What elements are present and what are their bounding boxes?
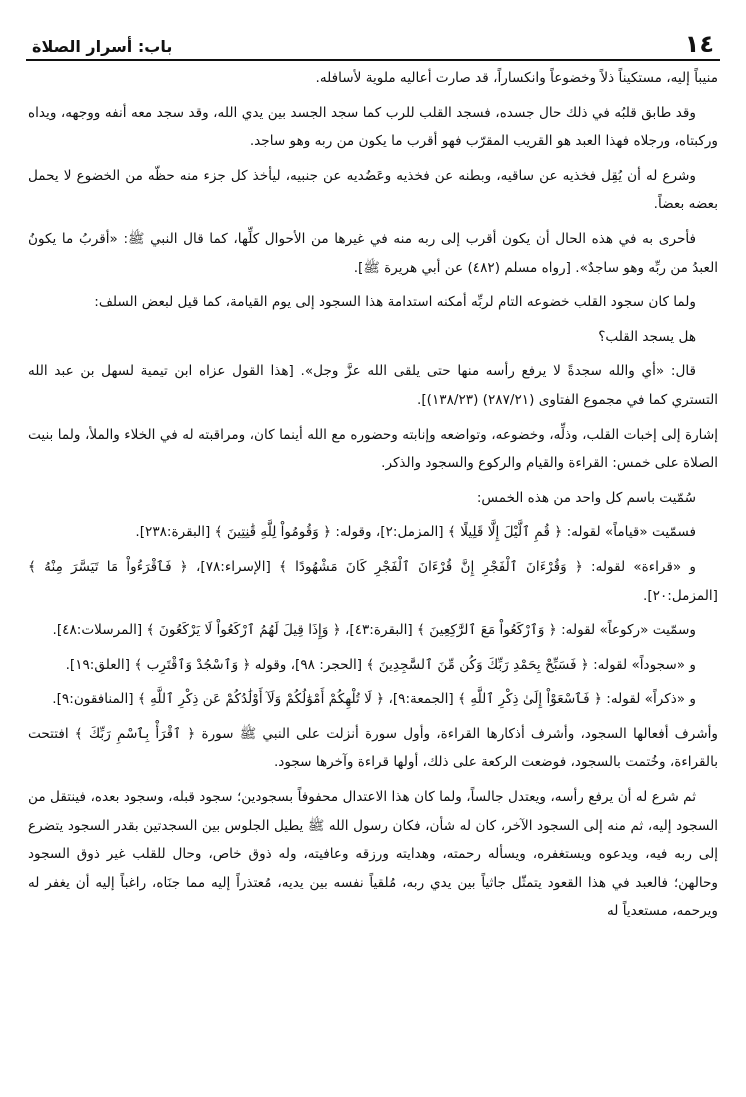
- paragraph: وسمّيت «ركوعاً» لقوله: ﴿ وَٱرْكَعُواْ مَعَ ٱلرَّٰكِعِينَ ﴾ [البقرة:٤٣]، ﴿ وَإِذَا قِيلَ لَهُمُ ٱرْكَعُواْ لَا يَرْكَعُونَ ﴾ [المرسلات:٤٨].: [52, 622, 696, 639]
- paragraph: فسمّيت «قياماً» لقوله: ﴿ قُمِ ٱلَّيْلَ إِلَّا قَلِيلًا ﴾ [المزمل:٢]، وقوله: ﴿ وَقُومُواْ لِلَّهِ قَٰنِتِينَ ﴾ [البقرة:٢٣٨].: [135, 524, 696, 541]
- paragraph: و «ذكراً» لقوله: ﴿ فَٱسْعَوْاْ إِلَىٰ ذِكْرِ ٱللَّهِ ﴾ [الجمعة:٩]، ﴿ لَا تُلْهِكُمْ أَمْوَٰلُكُمْ وَلَآ أَوْلَٰدُكُمْ عَن ذِكْرِ ٱللَّهِ ﴾ [المنافقون:٩].: [52, 691, 696, 708]
- paragraph: وشرع له أن يُقِل فخذيه عن ساقيه، وبطنه عن فخذيه وعَضُديه عن جنبيه، ليأخذ كل جزء منه حظّه من الخضوع لا يحمل بعضه بعضاً.: [28, 167, 718, 213]
- header-rule: [26, 59, 720, 61]
- paragraph: ثم شرع له أن يرفع رأسه، ويعتدل جالساً، ولما كان هذا الاعتدال محفوفاً بسجودين؛ سجود قبله، وسجود بعده، فينتقل من السجود إليه، ثم منه إلى السجود الآخر، كان له شأن، فكان رسول الله ﷺ يطيل الجلوس بين السجدتين بقدر السجود يتضرع إلى ربه فيه، ويدعوه ويستغفره، ويسأله رحمته، وهدايته ورزقه وعافيته، وله ذوق خاص، وحال للقلب غير ذوق السجود وحالهن؛ فالعبد في هذا القعود يتمثّل جاثياً بين يدي ربه، مُلقياً نفسه بين يديه، مُعتذراً إليه مما جنَاه، راغباً إليه أن يغفر له ويرحمه، مستعدياً له: [28, 789, 718, 920]
- paragraph: فأحرى به في هذه الحال أن يكون أقرب إلى ربه منه في غيرها من الأحوال كلِّها، كما قال النبي ﷺ: «أقربُ ما يكونُ العبدُ من ربِّه وهو ساجدٌ». [رواه مسلم (٤٨٢) عن أبي هريرة ﷺ].: [28, 230, 718, 276]
- paragraph: ولما كان سجود القلب خضوعه التام لربِّه أمكنه استدامة هذا السجود إلى يوم القيامة، كما قيل لبعض السلف:: [94, 294, 696, 311]
- paragraph: وأشرف أفعالها السجود، وأشرف أذكارها القراءة، وأول سورة أنزلت على النبي ﷺ سورة ﴿ ٱقْرَأْ بِٱسْمِ رَبِّكَ ﴾ افتتحت بالقراءة، وخُتمت بالسجود، فوضعت الركعة على ذلك، أولها قراءة وآخرها سجود.: [28, 725, 718, 771]
- page-number: ١٤: [684, 30, 714, 58]
- running-title: باب: أسرار الصلاة: [32, 37, 173, 56]
- paragraph: وقد طابق قلبُه في ذلك حال جسده، فسجد القلب للرب كما سجد الجسد بين يدي الله، وقد سجد معه أنفه ووجهه، ويداه وركبتاه، ورجلاه فهذا العبد هو القريب المقرّب فهو أقرب ما يكون من ربه وهو ساجد.: [28, 104, 718, 150]
- paragraph: هل يسجد القلب؟: [598, 328, 696, 345]
- paragraph: قال: «أي والله سجدةً لا يرفع رأسه منها حتى يلقى الله عزَّ وجل». [هذا القول عزاه ابن تيمية لسهل بن عبد الله التستري كما في مجموع الفتاوى (٢٨٧/٢١) (١٣٨/٢٣)].: [28, 363, 718, 408]
- paragraph: سُمّيت باسم كل واحد من هذه الخمس:: [476, 489, 696, 506]
- body-text: [28, 64, 718, 1091]
- paragraph: و «قراءة» لقوله: ﴿ وَقُرْءَانَ ٱلْفَجْرِ إِنَّ قُرْءَانَ ٱلْفَجْرِ كَانَ مَشْهُودًا ﴾ [الإسراء:٧٨]، ﴿ فَٱقْرَءُواْ مَا تَيَسَّرَ مِنْهُ ﴾ [المزمل:٢٠].: [28, 558, 718, 604]
- page-header: [26, 30, 720, 58]
- paragraph: و «سجوداً» لقوله: ﴿ فَسَبِّحْ بِحَمْدِ رَبِّكَ وَكُن مِّنَ ٱلسَّٰجِدِينَ ﴾ [الحجر: ٩٨]، وقوله ﴿ وَٱسْجُدْ وَٱقْتَرِب ﴾ [العلق:١٩].: [65, 656, 696, 673]
- paragraph: منيباً إليه، مستكيناً ذلاً وخضوعاً وانكساراً، قد صارت أعاليه ملوية لأسافله.: [315, 70, 718, 86]
- paragraph: إشارة إلى إخبات القلب، وذلِّه، وخضوعه، وتواضعه وإنابته وحضوره مع الله أينما كان، ومراقبته له في الخلاء والملأ، ولما بنيت الصلاة على خمس: القراءة والقيام والركوع والسجود والذكر.: [28, 426, 718, 472]
